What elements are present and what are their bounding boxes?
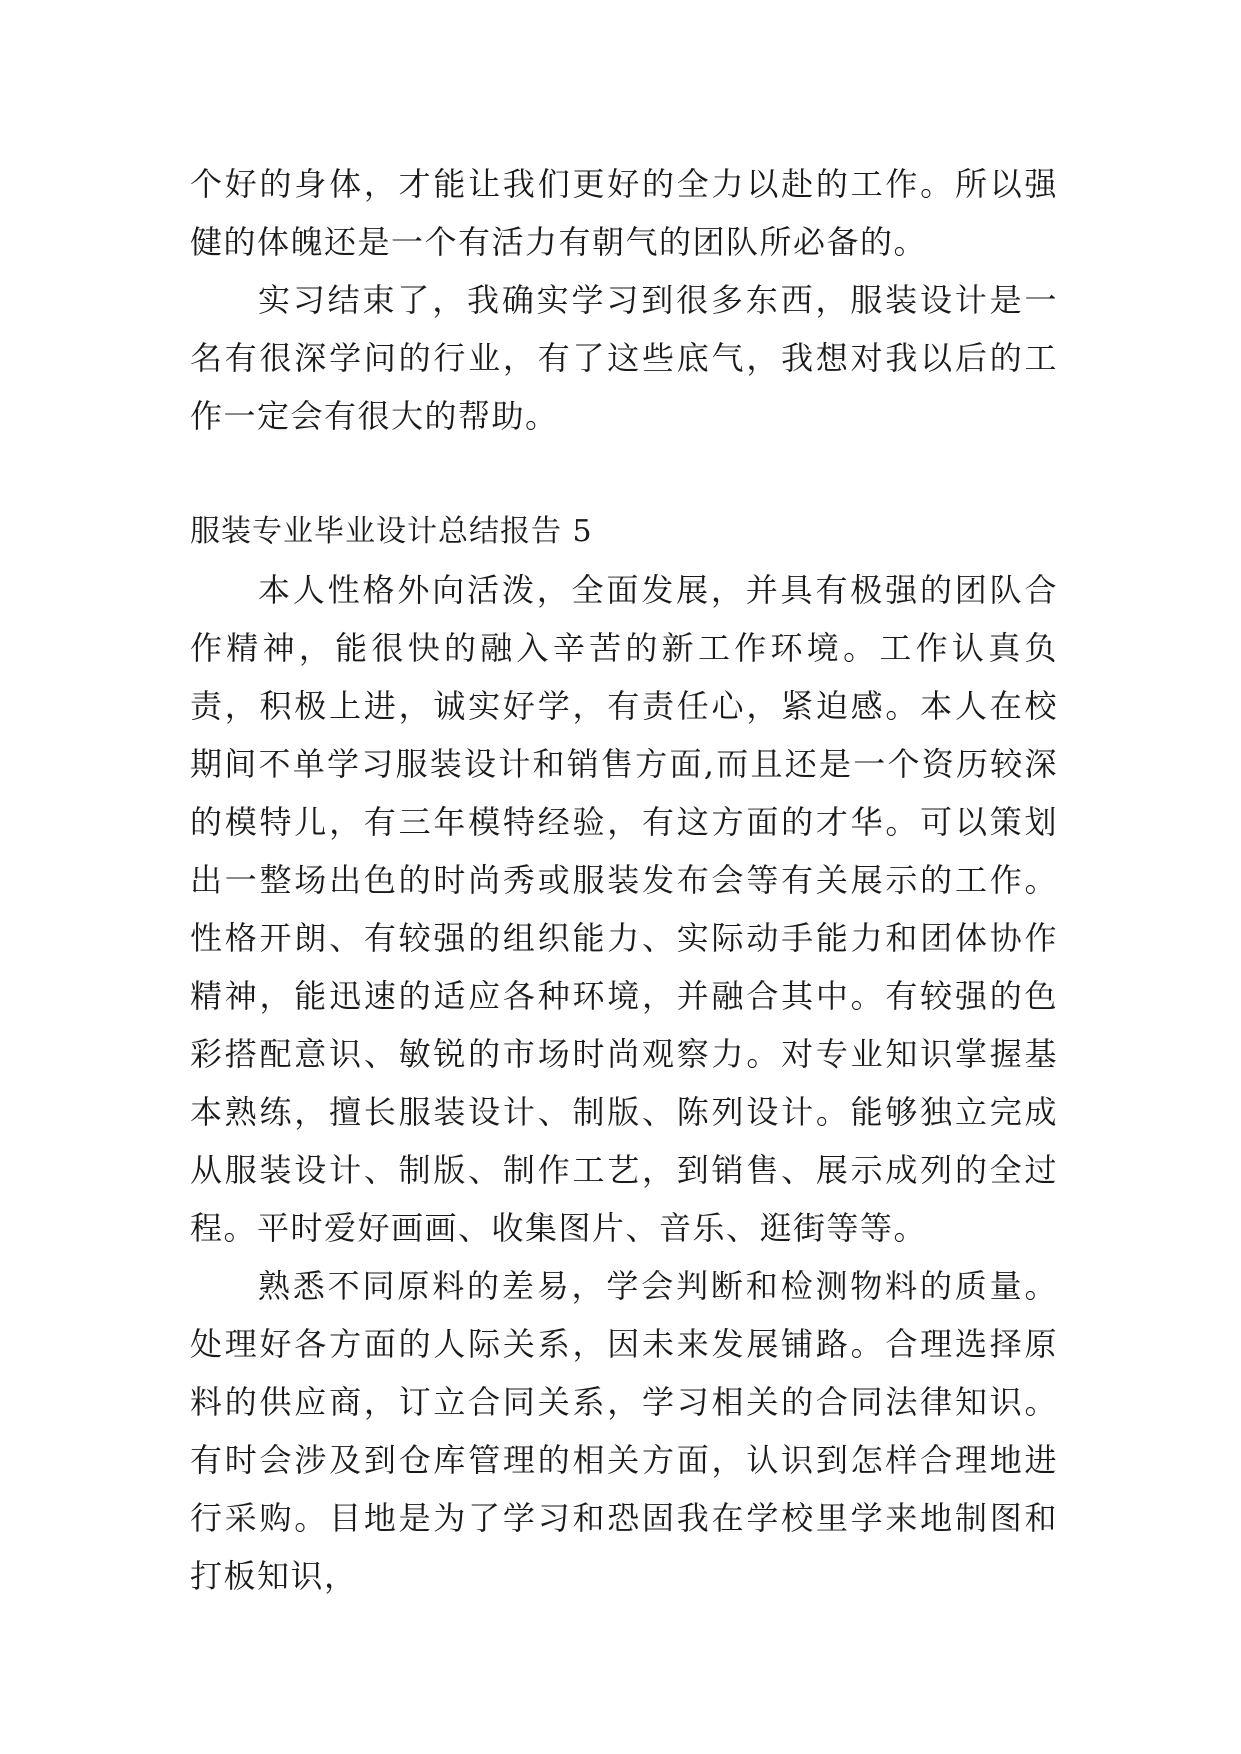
document-body [190,155,1058,1605]
paragraph-internship-conclusion: 实习结束了，我确实学习到很多东西，服装设计是一名有很深学问的行业，有了这些底气，我想对我以后的工作一定会有很大的帮助。 [190,281,1058,435]
paragraph-materials-procurement: 熟悉不同原料的差易，学会判断和检测物料的质量。处理好各方面的人际关系，因未来发展铺路。合理选择原料的供应商，订立合同关系，学习相关的合同法律知识。有时会涉及到仓库管理的相关方面，认识到怎样合理地进行采购。目地是为了学习和恐固我在学校里学来地制图和打板知识， [190,1267,1058,1595]
section-heading: 服装专业毕业设计总结报告 5 [190,514,593,549]
paragraph-self-introduction: 本人性格外向活泼，全面发展，并具有极强的团队合作精神，能很快的融入辛苦的新工作环境。工作认真负责，积极上进，诚实好学，有责任心，紧迫感。本人在校期间不单学习服装设计和销售方面,而且还是一个资历较深的模特儿，有三年模特经验，有这方面的才华。可以策划出一整场出色的时尚秀或服装发布会等有关展示的工作。性格开朗、有较强的组织能力、实际动手能力和团体协作精神，能迅速的适应各种环境，并融合其中。有较强的色彩搭配意识、敏锐的市场时尚观察力。对专业知识掌握基本熟练，擅长服装设计、制版、陈列设计。能够独立完成从服装设计、制版、制作工艺，到销售、展示成列的全过程。平时爱好画画、收集图片、音乐、逛街等等。 [190,571,1058,1247]
paragraph-continued: 个好的身体，才能让我们更好的全力以赴的工作。所以强健的体魄还是一个有活力有朝气的团队所必备的。 [190,165,1058,261]
